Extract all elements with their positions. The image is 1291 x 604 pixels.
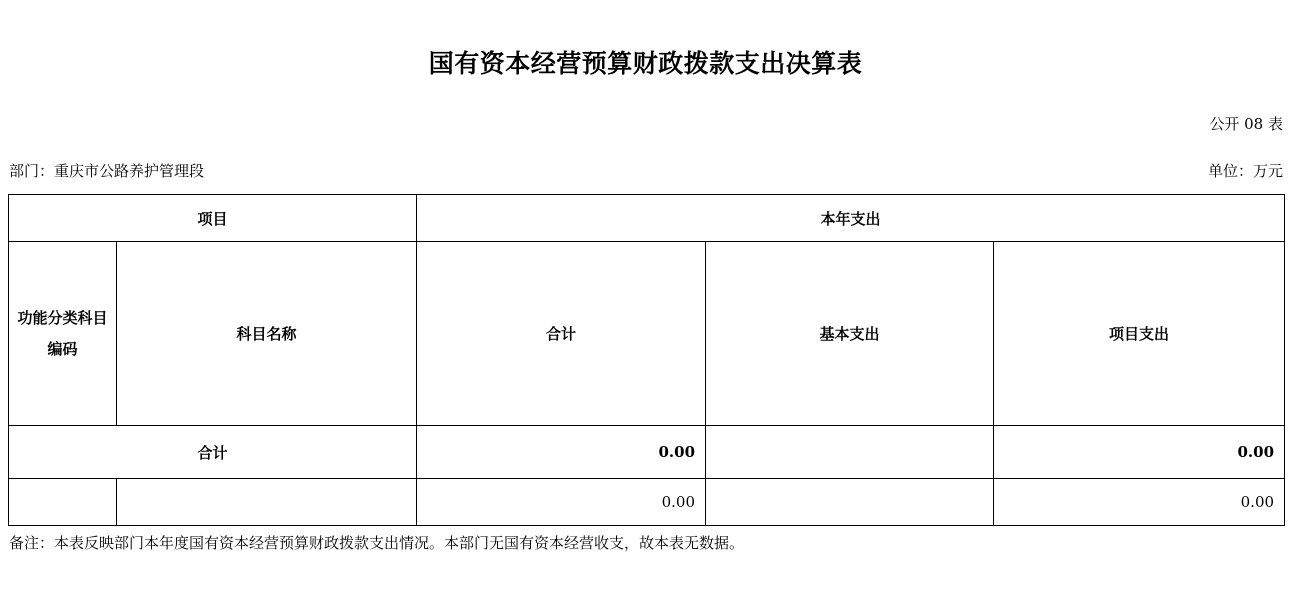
row-name (117, 479, 417, 526)
table-row (9, 479, 1285, 526)
header-total: 合计 (417, 242, 706, 426)
header-current-year-expense: 本年支出 (417, 195, 1285, 242)
total-row-project: 0.00 (994, 426, 1285, 479)
total-row-total: 0.00 (417, 426, 706, 479)
header-subject-name: 科目名称 (117, 242, 417, 426)
header-item: 项目 (9, 195, 417, 242)
form-number: 公开 08 表 (1209, 115, 1283, 133)
row-total: 0.00 (417, 479, 706, 526)
row-project: 0.00 (994, 479, 1285, 526)
header-function-code (9, 242, 117, 426)
page-title: 国有资本经营预算财政拨款支出决算表 (428, 49, 863, 78)
column-header-row (9, 242, 1285, 426)
header-basic-expense: 基本支出 (706, 242, 994, 426)
department-label: 部门：重庆市公路养护管理段 (9, 162, 205, 180)
header-function-code-line1: 功能分类科目 (17, 308, 108, 327)
total-row (9, 426, 1285, 479)
header-project-expense: 项目支出 (994, 242, 1285, 426)
footnote: 备注：本表反映部门本年度国有资本经营预算财政拨款支出情况。本部门无国有资本经营收支，故本表无数据。 (9, 534, 745, 552)
row-code (9, 479, 117, 526)
total-row-label: 合计 (9, 426, 417, 479)
unit-label: 单位：万元 (1207, 162, 1283, 180)
row-basic (706, 479, 994, 526)
total-row-basic (706, 426, 994, 479)
expense-table (8, 194, 1285, 526)
group-header-row (9, 195, 1285, 242)
header-function-code-line2: 编码 (47, 339, 78, 358)
